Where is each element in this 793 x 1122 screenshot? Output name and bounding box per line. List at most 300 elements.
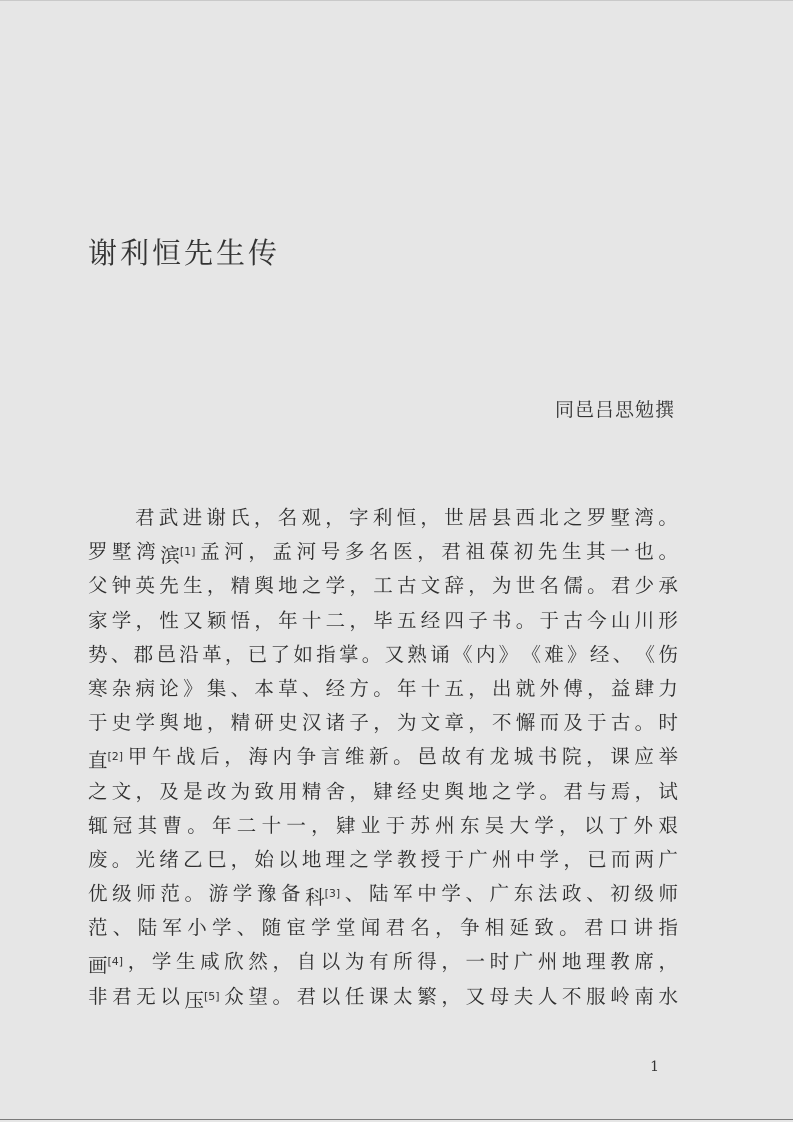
text-char: 。 (393, 745, 413, 769)
text-char: ， (253, 506, 274, 529)
text-char: 革 (202, 642, 222, 666)
text-char: 争 (296, 745, 317, 769)
text-char: 书 (537, 745, 558, 769)
text-char: 武 (158, 506, 179, 529)
text-line (88, 706, 678, 740)
text-char: 内 (475, 642, 496, 666)
text-char: 岭 (610, 984, 630, 1008)
text-char: 初 (513, 540, 534, 564)
text-char: 谢 (206, 506, 226, 529)
text-char: 君 (610, 574, 631, 598)
text-char: ， (272, 950, 292, 974)
text-char: 苏 (410, 813, 430, 837)
text-char: 法 (537, 882, 558, 906)
text-char: 一 (610, 540, 630, 564)
text-char: 舆 (444, 779, 464, 803)
document-title: 谢利恒先生传 (88, 236, 281, 270)
text-char: 罗 (88, 540, 108, 564)
text-char: 夫 (513, 984, 534, 1008)
text-line (88, 911, 678, 945)
text-char: 孟 (200, 540, 220, 564)
text-char: 诸 (325, 711, 346, 735)
text-char: ， (206, 574, 227, 598)
text-char: 县 (491, 506, 512, 529)
text-char: 名 (368, 540, 389, 564)
author-line: 同邑吕思勉撰 (554, 399, 675, 421)
text-char: 。 (373, 676, 393, 700)
text-char: 其 (137, 813, 158, 837)
text-char: 广 (658, 847, 678, 871)
text-char: 始 (254, 847, 274, 871)
text-char: 陆 (368, 882, 389, 906)
text-char: 墅 (112, 540, 132, 564)
text-char: 学 (211, 916, 232, 940)
text-char: 母 (489, 984, 510, 1008)
text-line (88, 501, 678, 535)
text-char: 、 (236, 916, 257, 940)
text-char: 为 (492, 574, 512, 598)
text-char: ， (325, 506, 345, 529)
text-char: 名 (277, 506, 298, 529)
text-char: 《 (521, 642, 541, 666)
text-char: 又 (465, 984, 485, 1008)
text-char: 力 (658, 676, 678, 700)
text-char: 不 (492, 711, 512, 735)
text-char: ， (349, 574, 369, 598)
text-char: 生 (183, 574, 203, 598)
text-char: 试 (658, 779, 678, 803)
text-char: 战 (175, 745, 196, 769)
text-line (88, 980, 678, 1014)
text-char: 居 (467, 506, 488, 529)
text-char: 自 (296, 950, 317, 974)
text-char: 诵 (430, 642, 450, 666)
text-char: 席 (634, 950, 654, 974)
text-char: 优 (88, 882, 108, 906)
text-char: 钟 (111, 574, 132, 598)
text-char: 教 (610, 950, 630, 974)
text-char: 东 (459, 813, 480, 837)
text-char: 初 (610, 882, 630, 906)
text-char: ， (634, 779, 655, 803)
text-char: 君 (385, 916, 406, 940)
text-char: 学 (539, 847, 560, 871)
text-char: ， (468, 676, 488, 700)
text-char: 川 (634, 608, 655, 632)
text-char: ， (373, 711, 393, 735)
text-char: 颖 (206, 608, 227, 632)
text-char: 湾 (634, 506, 654, 529)
text-char: 任 (344, 984, 365, 1008)
bottom-divider (0, 1119, 793, 1120)
text-char: 寒 (88, 676, 108, 700)
text-char: 名 (410, 916, 430, 940)
text-char: 。 (361, 642, 382, 666)
text-char: 、 (301, 676, 322, 700)
text-char: 恒 (396, 506, 417, 529)
text-char: 河 (296, 540, 317, 564)
text-char: 广 (513, 950, 534, 974)
text-char: 绪 (159, 847, 179, 871)
text-char: 先 (537, 540, 558, 564)
text-char: 形 (658, 608, 678, 632)
text-char: 有 (465, 745, 485, 769)
text-char: 。 (111, 847, 132, 871)
text-char: 《 (453, 642, 473, 666)
text-char: 年 (211, 813, 232, 837)
text-char: ， (127, 950, 148, 974)
text-char: 研 (254, 711, 274, 735)
text-char: 年 (396, 676, 417, 700)
text-char: 学 (534, 813, 554, 837)
text-char: 子 (468, 608, 488, 632)
body-text (88, 501, 678, 1014)
text-char: 众 (224, 984, 244, 1008)
text-char: 理 (586, 950, 606, 974)
text-char: 备 (281, 882, 301, 906)
text-char: 中 (515, 847, 536, 871)
text-char: 悟 (230, 608, 251, 632)
text-char: 了 (270, 642, 291, 666)
text-line (88, 535, 678, 569)
text-char: 有 (368, 950, 389, 974)
text-char: 精 (301, 779, 322, 803)
text-char: 地 (278, 574, 298, 598)
text-char: 冠 (112, 813, 133, 837)
text-char: 之 (563, 506, 583, 529)
text-char: 沿 (179, 642, 199, 666)
text-char: 汉 (301, 711, 322, 735)
text-char: 广 (468, 847, 488, 871)
text-char: 书 (492, 608, 512, 632)
text-char: 军 (162, 916, 182, 940)
text-char: 学 (373, 847, 393, 871)
text-char: 太 (393, 984, 413, 1008)
text-char: 也 (634, 540, 654, 564)
text-char: 子 (349, 711, 369, 735)
text-char: 繁 (417, 984, 437, 1008)
text-char: 生 (561, 540, 582, 564)
text-char: ， (586, 745, 606, 769)
text-char: 经 (420, 608, 441, 632)
text-char: 水 (658, 984, 678, 1008)
text-char: 伤 (658, 642, 678, 666)
text-char: 五 (444, 676, 464, 700)
text-char: 性 (159, 608, 179, 632)
text-char: 十 (420, 676, 441, 700)
text-char: 湾 (136, 540, 156, 564)
text-char: 医 (393, 540, 413, 564)
text-char: 两 (634, 847, 655, 871)
text-char: 。 (658, 506, 678, 529)
text-char: 而 (610, 847, 631, 871)
text-char: 二 (236, 813, 257, 837)
text-char: 君 (583, 916, 604, 940)
text-char: 文 (420, 711, 441, 735)
text-char: 郡 (133, 642, 154, 666)
text-char: 以 (278, 847, 298, 871)
text-char: ， (468, 574, 488, 598)
text-char: ， (135, 779, 156, 803)
text-char: 午 (151, 745, 172, 769)
text-char: 集 (206, 676, 227, 700)
text-char: 艰 (658, 813, 678, 837)
text-char: 已 (587, 847, 607, 871)
text-char: 大 (509, 813, 530, 837)
text-char: 人 (537, 984, 558, 1008)
text-char: 英 (135, 574, 156, 598)
text-char: 课 (610, 745, 630, 769)
text-char: 欣 (224, 950, 244, 974)
text-char: 新 (368, 745, 389, 769)
text-char: 父 (88, 574, 108, 598)
text-char: 。 (539, 779, 560, 803)
text-char: 舆 (254, 574, 274, 598)
text-char: 儒 (563, 574, 583, 598)
text-char: 不 (561, 984, 582, 1008)
text-char: 精 (230, 574, 251, 598)
text-char: 豫 (256, 882, 277, 906)
text-char: 之 (88, 779, 108, 803)
text-char: 葆 (489, 540, 510, 564)
text-char: 、 (112, 916, 133, 940)
text-char: 口 (608, 916, 629, 940)
text-char: 堂 (335, 916, 356, 940)
text-char: 游 (208, 882, 229, 906)
text-char: ， (311, 813, 331, 837)
text-char: 辞 (444, 574, 464, 598)
text-char: 。 (559, 916, 579, 940)
text-char: 杂 (111, 676, 132, 700)
text-char: ， (563, 847, 583, 871)
text-char: 光 (135, 847, 156, 871)
text-char: 辄 (88, 813, 108, 837)
text-char: 古 (563, 608, 583, 632)
text-char: 祖 (465, 540, 485, 564)
text-char: 海 (248, 745, 268, 769)
text-char: 生 (175, 950, 196, 974)
text-char: 君 (441, 540, 461, 564)
text-char: 军 (393, 882, 413, 906)
text-char: ， (420, 506, 440, 529)
text-char: 小 (187, 916, 207, 940)
text-char: 傅 (563, 676, 583, 700)
text-char: 。 (658, 540, 678, 564)
text-char: 维 (344, 745, 365, 769)
text-char: 出 (492, 676, 512, 700)
text-char: ， (248, 540, 268, 564)
text-char: 今 (587, 608, 607, 632)
text-char: 懈 (515, 711, 536, 735)
text-char: 文 (111, 779, 132, 803)
text-char: 。 (634, 711, 655, 735)
text-char: 。 (272, 984, 292, 1008)
text-char: 随 (261, 916, 282, 940)
text-char: 级 (634, 882, 654, 906)
text-char: 少 (634, 574, 655, 598)
text-char: 舆 (159, 711, 179, 735)
text-char: 古 (610, 711, 631, 735)
text-char: 州 (537, 950, 558, 974)
text-char: 君 (296, 984, 317, 1008)
text-char: 》 (567, 642, 587, 666)
text-char: 承 (658, 574, 678, 598)
text-char: 院 (561, 745, 582, 769)
text-char: ， (206, 711, 227, 735)
text-char: 。 (187, 813, 207, 837)
text-char: 五 (396, 608, 417, 632)
text-char: 州 (492, 847, 512, 871)
text-char: 改 (206, 779, 227, 803)
footnote-marker: [3] (324, 887, 341, 901)
footnote-marker: [2] (107, 750, 124, 764)
text-char: ， (230, 847, 251, 871)
text-char: 指 (316, 642, 336, 666)
text-char: 城 (513, 745, 534, 769)
text-char: 》 (183, 676, 203, 700)
text-char: 又 (183, 608, 203, 632)
text-line (88, 604, 678, 638)
text-char: 用 (278, 779, 298, 803)
text-char: ， (349, 608, 369, 632)
text-char: 外 (633, 813, 654, 837)
text-char: 陆 (137, 916, 158, 940)
text-char: 宦 (286, 916, 306, 940)
text-char: 势 (88, 642, 108, 666)
text-char: 及 (159, 779, 179, 803)
text-char: 以 (160, 984, 180, 1008)
text-char: 科[3] (305, 877, 340, 911)
text-char: 十 (301, 608, 322, 632)
text-char: 中 (417, 882, 437, 906)
text-char: 邑 (417, 745, 437, 769)
text-char: 举 (658, 745, 678, 769)
text-char: 史 (420, 779, 441, 803)
text-char: 外 (539, 676, 560, 700)
text-char: 方 (349, 676, 369, 700)
text-char: 字 (349, 506, 369, 529)
text-char: 学 (151, 950, 172, 974)
text-char: 墅 (610, 506, 631, 529)
text-char: 君 (135, 506, 155, 529)
text-char: 史 (111, 711, 132, 735)
text-line (88, 638, 678, 672)
text-char: 山 (610, 608, 631, 632)
text-char: 氏 (230, 506, 250, 529)
text-char: 之 (349, 847, 369, 871)
text-char: 益 (610, 676, 631, 700)
text-char: 龙 (489, 745, 510, 769)
text-char: 、 (344, 882, 365, 906)
text-char: 、 (465, 882, 485, 906)
text-char: 家 (88, 608, 108, 632)
text-char: 与 (587, 779, 607, 803)
text-char: 世 (515, 574, 536, 598)
text-char: 地 (301, 847, 322, 871)
text-char: 名 (539, 574, 560, 598)
text-char: 河 (224, 540, 244, 564)
text-char: 学 (515, 779, 536, 803)
text-char: ， (435, 916, 455, 940)
text-char: 君 (563, 779, 583, 803)
text-char: 指 (658, 916, 678, 940)
text-char: 四 (444, 608, 464, 632)
text-char: 以 (320, 950, 341, 974)
text-char: 闻 (360, 916, 381, 940)
text-char: 后 (200, 745, 220, 769)
text-char: 于 (88, 711, 108, 735)
text-char: 》 (498, 642, 519, 666)
text-char: 言 (320, 745, 341, 769)
text-char: 、 (110, 642, 131, 666)
text-line (88, 809, 678, 843)
text-char: 乙 (183, 847, 203, 871)
text-char: 丁 (608, 813, 629, 837)
text-char: 应 (634, 745, 654, 769)
text-char: 经 (325, 676, 346, 700)
text-char: 如 (293, 642, 313, 666)
text-char: 致 (254, 779, 274, 803)
text-char: 及 (563, 711, 583, 735)
text-char: 讲 (633, 916, 654, 940)
text-char: 先 (159, 574, 179, 598)
text-char: 吴 (484, 813, 505, 837)
text-char: ， (224, 642, 245, 666)
text-char: 精 (230, 711, 251, 735)
text-line (88, 775, 678, 809)
footnote-marker: [4] (107, 955, 124, 969)
text-char: 、 (612, 642, 633, 666)
page-number: 1 (650, 1059, 659, 1075)
text-char: 时 (658, 711, 678, 735)
text-char: 教 (396, 847, 417, 871)
text-char: 相 (484, 916, 505, 940)
text-char: 学 (325, 574, 346, 598)
text-char: 。 (587, 574, 607, 598)
text-char: 草 (278, 676, 298, 700)
text-char: 延 (509, 916, 530, 940)
text-char: 故 (441, 745, 461, 769)
text-char: 、 (586, 882, 606, 906)
text-char: 直[2] (88, 740, 123, 774)
text-char: 之 (301, 574, 322, 598)
text-char: 肄 (335, 813, 356, 837)
text-char: 业 (360, 813, 381, 837)
text-char: 一 (465, 950, 485, 974)
text-char: 课 (368, 984, 389, 1008)
text-line (88, 877, 678, 911)
text-char: 利 (372, 506, 393, 529)
text-char: 肆 (634, 676, 655, 700)
text-line (88, 945, 678, 979)
text-char: 咸 (200, 950, 220, 974)
text-char: 非 (88, 984, 108, 1008)
text-char: 内 (272, 745, 292, 769)
text-char: 地 (183, 711, 203, 735)
text-char: 西 (515, 506, 536, 529)
text-char: 然 (248, 950, 268, 974)
text-char: 致 (534, 916, 554, 940)
text-char: 十 (261, 813, 282, 837)
text-char: 服 (586, 984, 606, 1008)
text-char: 以 (583, 813, 604, 837)
text-char: 州 (435, 813, 455, 837)
text-char: 熟 (407, 642, 427, 666)
text-char: 章 (444, 711, 464, 735)
text-char: 君 (112, 984, 132, 1008)
text-char: 为 (230, 779, 251, 803)
text-char: 于 (539, 608, 560, 632)
